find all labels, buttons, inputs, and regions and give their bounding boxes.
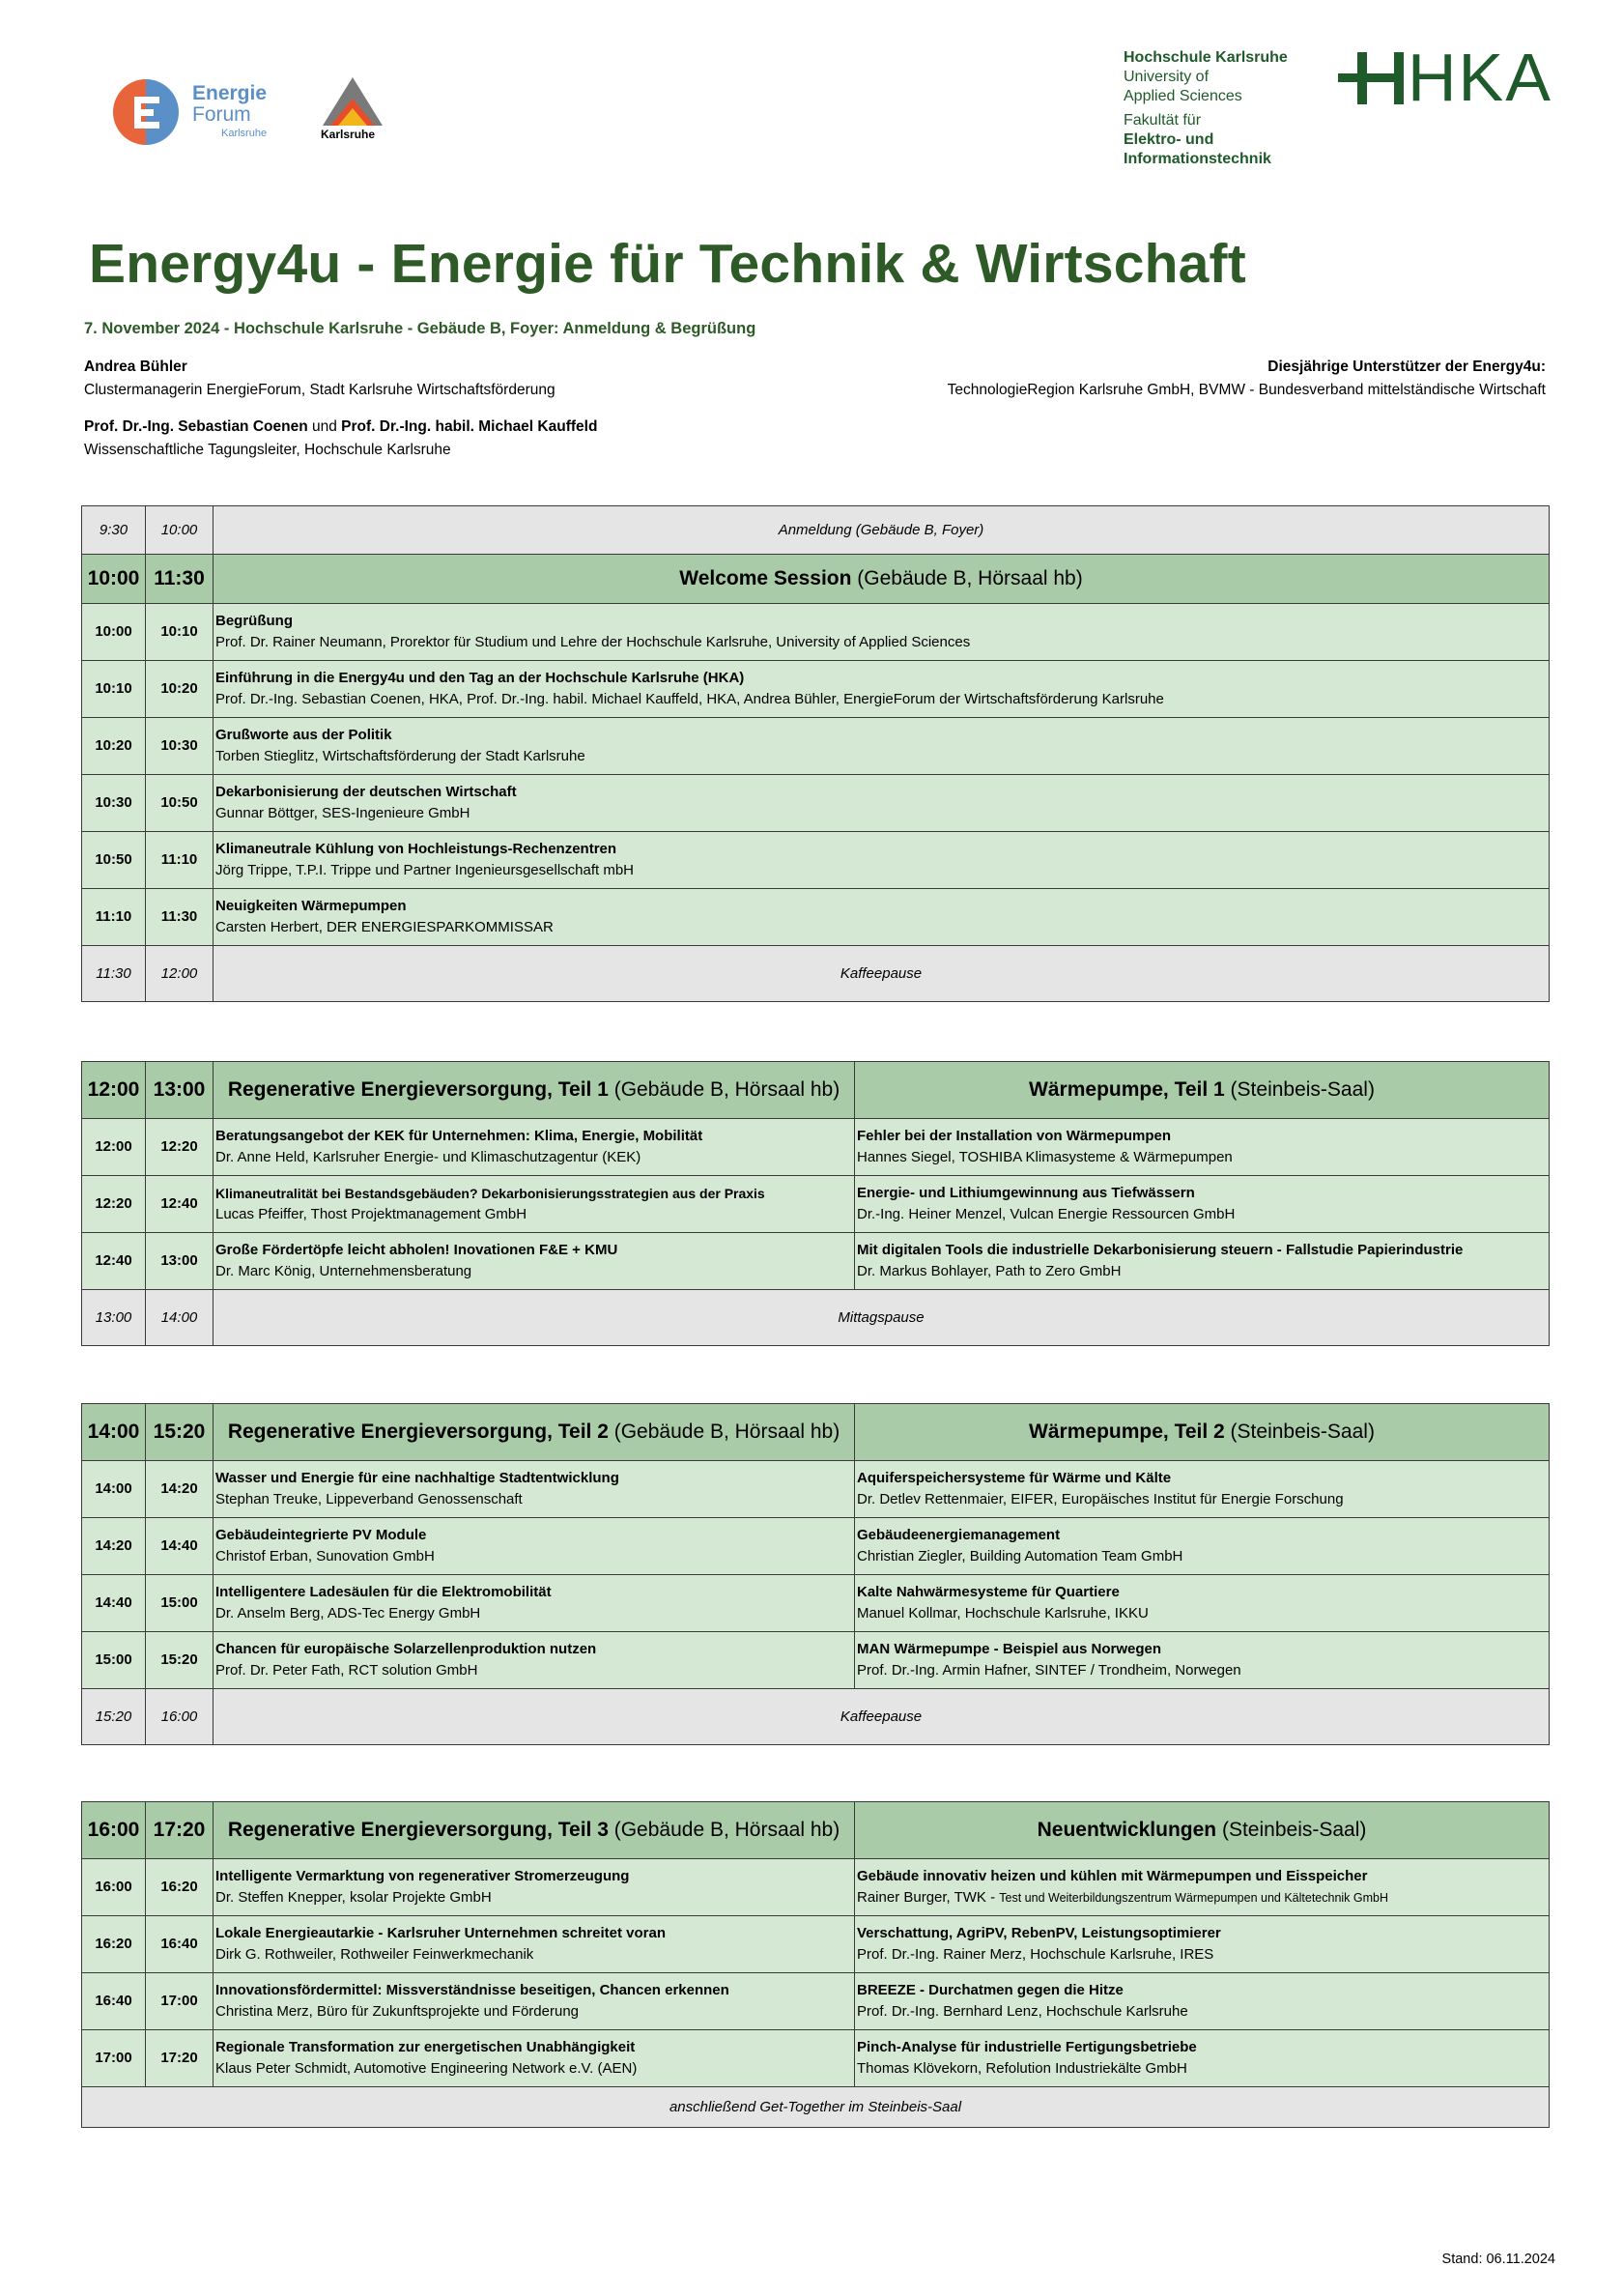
talk-speaker: Hannes Siegel, TOSHIBA Klimasysteme & Wärmepumpen <box>857 1149 1233 1165</box>
talk-title: Kalte Nahwärmesysteme für Quartiere <box>857 1584 1120 1600</box>
talk-cell <box>214 889 1550 946</box>
session-left-title <box>214 1802 855 1859</box>
time-end: 16:40 <box>146 1916 214 1973</box>
time-end: 17:20 <box>146 2030 214 2087</box>
talk-cell <box>214 775 1550 832</box>
table-row <box>82 1916 1550 1973</box>
energieforum-logo <box>113 77 306 147</box>
talk-cell-right <box>855 2030 1550 2087</box>
time-start: 12:00 <box>82 1119 146 1176</box>
table-row <box>82 1973 1550 2030</box>
talk-speaker: Dr. Anselm Berg, ADS-Tec Energy GmbH <box>215 1605 481 1622</box>
talk-speaker: Lucas Pfeiffer, Thost Projektmanagement GmbH <box>215 1206 527 1222</box>
talk-cell-left <box>214 1973 855 2030</box>
talk-title: Gebäudeintegrierte PV Module <box>215 1527 427 1543</box>
talk-title: Pinch-Analyse für industrielle Fertigungsbetriebe <box>857 2039 1197 2055</box>
schedule-block-2 <box>81 1061 1550 1346</box>
karlsruhe-logo-text: Karlsruhe <box>321 128 376 141</box>
time-start: 10:30 <box>82 775 146 832</box>
session-header <box>82 555 1550 604</box>
stand-date: Stand: 06.11.2024 <box>1441 2252 1555 2267</box>
session-right-title <box>855 1062 1550 1119</box>
page-title: Energy4u - Energie für Technik & Wirtschaft <box>89 233 1246 295</box>
session-name: Welcome Session <box>679 567 852 589</box>
talk-cell-right <box>855 1518 1550 1575</box>
time-end: 14:40 <box>146 1518 214 1575</box>
talk-speaker: Christina Merz, Büro für Zukunftsprojekte und Förderung <box>215 2003 580 2020</box>
session-header <box>82 1062 1550 1119</box>
time-end: 11:30 <box>146 555 214 604</box>
session-room: (Gebäude B, Hörsaal hb) <box>608 1421 840 1443</box>
talk-speaker: Prof. Dr.-Ing. Rainer Merz, Hochschule Karlsruhe, IRES <box>857 1946 1214 1963</box>
table-row <box>82 718 1550 775</box>
session-name: Regenerative Energieversorgung, Teil 3 <box>227 1819 609 1841</box>
time-start: 16:00 <box>82 1859 146 1916</box>
organizer-2-name-a: Prof. Dr.-Ing. Sebastian Coenen <box>84 418 308 435</box>
talk-speaker: Dr. Markus Bohlayer, Path to Zero GmbH <box>857 1263 1122 1279</box>
time-end: 16:20 <box>146 1859 214 1916</box>
session-left-title <box>214 1062 855 1119</box>
talk-speaker: Jörg Trippe, T.P.I. Trippe und Partner Ingenieursgesellschaft mbH <box>215 862 635 878</box>
talk-speaker: Christian Ziegler, Building Automation Team GmbH <box>857 1548 1183 1564</box>
time-end: 10:30 <box>146 718 214 775</box>
break-row <box>82 946 1550 1002</box>
organizer-1-role: Clustermanagerin EnergieForum, Stadt Karlsruhe Wirtschaftsförderung <box>84 382 555 398</box>
time-end: 11:30 <box>146 889 214 946</box>
session-room: (Gebäude B, Hörsaal hb) <box>608 1078 840 1101</box>
table-row <box>82 832 1550 889</box>
arrival-row <box>82 506 1550 555</box>
time-start: 14:00 <box>82 1461 146 1518</box>
time-end: 12:20 <box>146 1119 214 1176</box>
talk-cell-left <box>214 1518 855 1575</box>
talk-cell-right <box>855 1916 1550 1973</box>
talk-speaker: Prof. Dr.-Ing. Bernhard Lenz, Hochschule Karlsruhe <box>857 2003 1188 2020</box>
session-room: (Steinbeis-Saal) <box>1224 1078 1375 1101</box>
talk-title: Grußworte aus der Politik <box>215 727 392 743</box>
talk-title: Mit digitalen Tools die industrielle Dekarbonisierung steuern - Fallstudie Papierindustrie <box>857 1242 1464 1258</box>
talk-speaker: Dr. Anne Held, Karlsruher Energie- und Klimaschutzagentur (KEK) <box>215 1149 641 1165</box>
session-name: Wärmepumpe, Teil 1 <box>1029 1078 1225 1101</box>
talk-speaker: Carsten Herbert, DER ENERGIESPARKOMMISSAR <box>215 919 554 935</box>
table-row <box>82 1632 1550 1689</box>
session-header <box>82 1404 1550 1461</box>
time-start: 11:30 <box>82 946 146 1002</box>
break-label: Mittagspause <box>214 1290 1550 1346</box>
talk-title: Gebäudeenergiemanagement <box>857 1527 1061 1543</box>
karlsruhe-triangle-icon <box>319 75 386 128</box>
talk-title: Einführung in die Energy4u und den Tag an der Hochschule Karlsruhe (HKA) <box>215 670 745 686</box>
talk-speaker: Gunnar Böttger, SES-Ingenieure GmbH <box>215 805 470 821</box>
time-start: 12:00 <box>82 1062 146 1119</box>
time-start: 10:20 <box>82 718 146 775</box>
talk-title: Intelligentere Ladesäulen für die Elektromobilität <box>215 1584 552 1600</box>
session-room: (Gebäude B, Hörsaal hb) <box>608 1819 840 1841</box>
talk-speaker: Dr.-Ing. Heiner Menzel, Vulcan Energie Ressourcen GmbH <box>857 1206 1236 1222</box>
time-end: 17:20 <box>146 1802 214 1859</box>
talk-speaker: Dr. Steffen Knepper, ksolar Projekte GmbH <box>215 1889 492 1906</box>
time-start: 17:00 <box>82 2030 146 2087</box>
hka-mark-text: HKA <box>1408 40 1552 115</box>
supporters-list: TechnologieRegion Karlsruhe GmbH, BVMW - Bundesverband mittelständische Wirtschaft <box>947 382 1546 398</box>
break-label: Kaffeepause <box>214 1689 1550 1745</box>
time-end: 14:20 <box>146 1461 214 1518</box>
hka-line2: University of <box>1124 69 1210 85</box>
talk-cell-left <box>214 1632 855 1689</box>
talk-cell <box>214 604 1550 661</box>
time-start: 16:40 <box>82 1973 146 2030</box>
talk-speaker: Torben Stieglitz, Wirtschaftsförderung der Stadt Karlsruhe <box>215 748 585 764</box>
hka-text-block <box>1124 48 1336 169</box>
session-room: (Steinbeis-Saal) <box>1216 1819 1367 1841</box>
time-start: 14:00 <box>82 1404 146 1461</box>
table-row <box>82 661 1550 718</box>
session-name: Regenerative Energieversorgung, Teil 2 <box>227 1421 609 1443</box>
talk-speaker: Prof. Dr.-Ing. Armin Hafner, SINTEF / Trondheim, Norwegen <box>857 1662 1241 1679</box>
supporters-label: Diesjährige Unterstützer der Energy4u: <box>1267 359 1546 375</box>
talk-title: Wasser und Energie für eine nachhaltige Stadtentwicklung <box>215 1470 619 1486</box>
talk-title: Begrüßung <box>215 613 293 629</box>
talk-title: Chancen für europäische Solarzellenproduktion nutzen <box>215 1641 597 1657</box>
session-room: (Steinbeis-Saal) <box>1224 1421 1375 1443</box>
hka-line3: Applied Sciences <box>1124 88 1242 104</box>
organizer-2-name-b: Prof. Dr.-Ing. habil. Michael Kauffeld <box>341 418 598 435</box>
talk-cell-left <box>214 2030 855 2087</box>
time-start: 12:40 <box>82 1233 146 1290</box>
talk-title: Energie- und Lithiumgewinnung aus Tiefwässern <box>857 1185 1195 1201</box>
table-row <box>82 1518 1550 1575</box>
hka-line6: Informationstechnik <box>1124 151 1271 167</box>
talk-speaker: Prof. Dr.-Ing. Sebastian Coenen, HKA, Prof. Dr.-Ing. habil. Michael Kauffeld, HKA, Andrea Bühler, EnergieForum der Wirtschaftsförderung Karlsruhe <box>215 691 1164 707</box>
time-end: 16:00 <box>146 1689 214 1745</box>
talk-speaker: Klaus Peter Schmidt, Automotive Engineering Network e.V. (AEN) <box>215 2060 638 2077</box>
talk-speaker: Thomas Klövekorn, Refolution Industriekälte GmbH <box>857 2060 1187 2077</box>
session-right-title <box>855 1802 1550 1859</box>
talk-cell-left <box>214 1119 855 1176</box>
break-label: Kaffeepause <box>214 946 1550 1002</box>
table-row <box>82 604 1550 661</box>
time-end: 13:00 <box>146 1062 214 1119</box>
talk-cell-right <box>855 1632 1550 1689</box>
table-row <box>82 889 1550 946</box>
break-row <box>82 1689 1550 1745</box>
table-row <box>82 1233 1550 1290</box>
talk-speaker: Rainer Burger, TWK - <box>857 1889 1000 1906</box>
talk-cell-right <box>855 1176 1550 1233</box>
time-end: 10:10 <box>146 604 214 661</box>
hka-line5: Elektro- und <box>1124 131 1214 148</box>
talk-speaker: Manuel Kollmar, Hochschule Karlsruhe, IKKU <box>857 1605 1149 1622</box>
talk-cell-right <box>855 1461 1550 1518</box>
closing-label: anschließend Get-Together im Steinbeis-Saal <box>82 2087 1550 2128</box>
time-start: 14:40 <box>82 1575 146 1632</box>
time-end: 10:20 <box>146 661 214 718</box>
break-row <box>82 1290 1550 1346</box>
session-name: Regenerative Energieversorgung, Teil 1 <box>227 1078 609 1101</box>
table-row <box>82 1119 1550 1176</box>
table-row <box>82 775 1550 832</box>
talk-cell-left <box>214 1859 855 1916</box>
talk-title: Aquiferspeichersysteme für Wärme und Kälte <box>857 1470 1172 1486</box>
time-start: 10:50 <box>82 832 146 889</box>
time-start: 14:20 <box>82 1518 146 1575</box>
time-start: 13:00 <box>82 1290 146 1346</box>
talk-title: Große Fördertöpfe leicht abholen! Inovationen F&E + KMU <box>215 1242 618 1258</box>
talk-cell-left <box>214 1176 855 1233</box>
talk-title: BREEZE - Durchatmen gegen die Hitze <box>857 1982 1124 1998</box>
talk-speaker: Dirk G. Rothweiler, Rothweiler Feinwerkmechanik <box>215 1946 534 1963</box>
session-title <box>214 555 1550 604</box>
organizer-2-and: und <box>307 418 342 435</box>
talk-title: Klimaneutralität bei Bestandsgebäuden? Dekarbonisierungsstrategien aus der Praxis <box>215 1186 765 1201</box>
talk-speaker: Stephan Treuke, Lippeverband Genossenschaft <box>215 1491 523 1507</box>
time-end: 11:10 <box>146 832 214 889</box>
talk-title: Regionale Transformation zur energetischen Unabhängigkeit <box>215 2039 636 2055</box>
arrival-label: Anmeldung (Gebäude B, Foyer) <box>214 506 1550 555</box>
time-start: 12:20 <box>82 1176 146 1233</box>
time-end: 10:50 <box>146 775 214 832</box>
schedule-block-4 <box>81 1801 1550 2128</box>
time-end: 12:40 <box>146 1176 214 1233</box>
supporters <box>948 356 1546 402</box>
schedule-block-3 <box>81 1403 1550 1745</box>
time-start: 10:00 <box>82 604 146 661</box>
talk-title: Innovationsfördermittel: Missverständnisse beseitigen, Chancen erkennen <box>215 1982 729 1998</box>
talk-cell-right <box>855 1233 1550 1290</box>
table-row <box>82 1461 1550 1518</box>
talk-title: Dekarbonisierung der deutschen Wirtschaft <box>215 784 517 800</box>
table-row <box>82 2030 1550 2087</box>
talk-cell-right <box>855 1973 1550 2030</box>
talk-speaker-org: Test und Weiterbildungszentrum Wärmepumpen und Kältetechnik GmbH <box>999 1891 1389 1905</box>
talk-cell-right <box>855 1575 1550 1632</box>
time-end: 15:20 <box>146 1632 214 1689</box>
energieforum-text-line3: Karlsruhe <box>221 128 268 139</box>
time-end: 13:00 <box>146 1233 214 1290</box>
time-start: 16:20 <box>82 1916 146 1973</box>
talk-speaker: Christof Erban, Sunovation GmbH <box>215 1548 435 1564</box>
talk-cell <box>214 661 1550 718</box>
table-row <box>82 1176 1550 1233</box>
talk-title: Fehler bei der Installation von Wärmepumpen <box>857 1128 1172 1144</box>
talk-speaker: Dr. Marc König, Unternehmensberatung <box>215 1263 472 1279</box>
time-end: 17:00 <box>146 1973 214 2030</box>
time-start: 10:10 <box>82 661 146 718</box>
organizer-2 <box>84 416 597 462</box>
talk-title: Gebäude innovativ heizen und kühlen mit Wärmepumpen und Eisspeicher <box>857 1868 1368 1884</box>
schedule-block-1 <box>81 505 1550 1002</box>
time-start: 10:00 <box>82 555 146 604</box>
session-header <box>82 1802 1550 1859</box>
page-subtitle: 7. November 2024 - Hochschule Karlsruhe - Gebäude B, Foyer: Anmeldung & Begrüßung <box>84 320 756 337</box>
talk-cell-right <box>855 1859 1550 1916</box>
time-start: 11:10 <box>82 889 146 946</box>
time-end: 15:20 <box>146 1404 214 1461</box>
talk-title: Verschattung, AgriPV, RebenPV, Leistungsoptimierer <box>857 1925 1221 1941</box>
organizer-2-role: Wissenschaftliche Tagungsleiter, Hochschule Karlsruhe <box>84 442 451 458</box>
time-end: 14:00 <box>146 1290 214 1346</box>
time-end: 10:00 <box>146 506 214 555</box>
hka-name: Hochschule Karlsruhe <box>1124 49 1288 66</box>
talk-title: Klimaneutrale Kühlung von Hochleistungs-Rechenzentren <box>215 841 617 857</box>
organizer-1 <box>84 356 555 402</box>
talk-cell-left <box>214 1575 855 1632</box>
time-start: 15:20 <box>82 1689 146 1745</box>
table-row <box>82 1575 1550 1632</box>
time-end: 15:00 <box>146 1575 214 1632</box>
talk-title: Neuigkeiten Wärmepumpen <box>215 898 407 914</box>
talk-speaker: Prof. Dr. Rainer Neumann, Prorektor für Studium und Lehre der Hochschule Karlsruhe, University of Applied Sciences <box>215 634 971 650</box>
time-start: 16:00 <box>82 1802 146 1859</box>
talk-cell <box>214 718 1550 775</box>
time-start: 9:30 <box>82 506 146 555</box>
talk-cell-left <box>214 1233 855 1290</box>
session-room: (Gebäude B, Hörsaal hb) <box>851 567 1083 589</box>
hka-line4: Fakultät für <box>1124 112 1202 129</box>
talk-cell <box>214 832 1550 889</box>
talk-title: MAN Wärmepumpe - Beispiel aus Norwegen <box>857 1641 1162 1657</box>
talk-title: Intelligente Vermarktung von regenerativer Stromerzeugung <box>215 1868 630 1884</box>
talk-cell-left <box>214 1916 855 1973</box>
energieforum-text-line1: Energie <box>192 82 268 104</box>
organizer-1-name: Andrea Bühler <box>84 359 187 375</box>
closing-row <box>82 2087 1550 2128</box>
time-start: 15:00 <box>82 1632 146 1689</box>
talk-speaker: Prof. Dr. Peter Fath, RCT solution GmbH <box>215 1662 478 1679</box>
talk-title: Beratungsangebot der KEK für Unternehmen: Klima, Energie, Mobilität <box>215 1128 703 1144</box>
session-left-title <box>214 1404 855 1461</box>
talk-cell-left <box>214 1461 855 1518</box>
table-row <box>82 1859 1550 1916</box>
session-right-title <box>855 1404 1550 1461</box>
talk-title: Lokale Energieautarkie - Karlsruher Unternehmen schreitet voran <box>215 1925 666 1941</box>
time-end: 12:00 <box>146 946 214 1002</box>
talk-speaker: Dr. Detlev Rettenmaier, EIFER, Europäisches Institut für Energie Forschung <box>857 1491 1344 1507</box>
energieforum-text-line2: Forum <box>192 103 251 126</box>
session-name: Wärmepumpe, Teil 2 <box>1029 1421 1225 1443</box>
session-name: Neuentwicklungen <box>1037 1819 1217 1841</box>
talk-cell-right <box>855 1119 1550 1176</box>
karlsruhe-logo <box>319 75 386 143</box>
hka-logo <box>1338 40 1555 115</box>
